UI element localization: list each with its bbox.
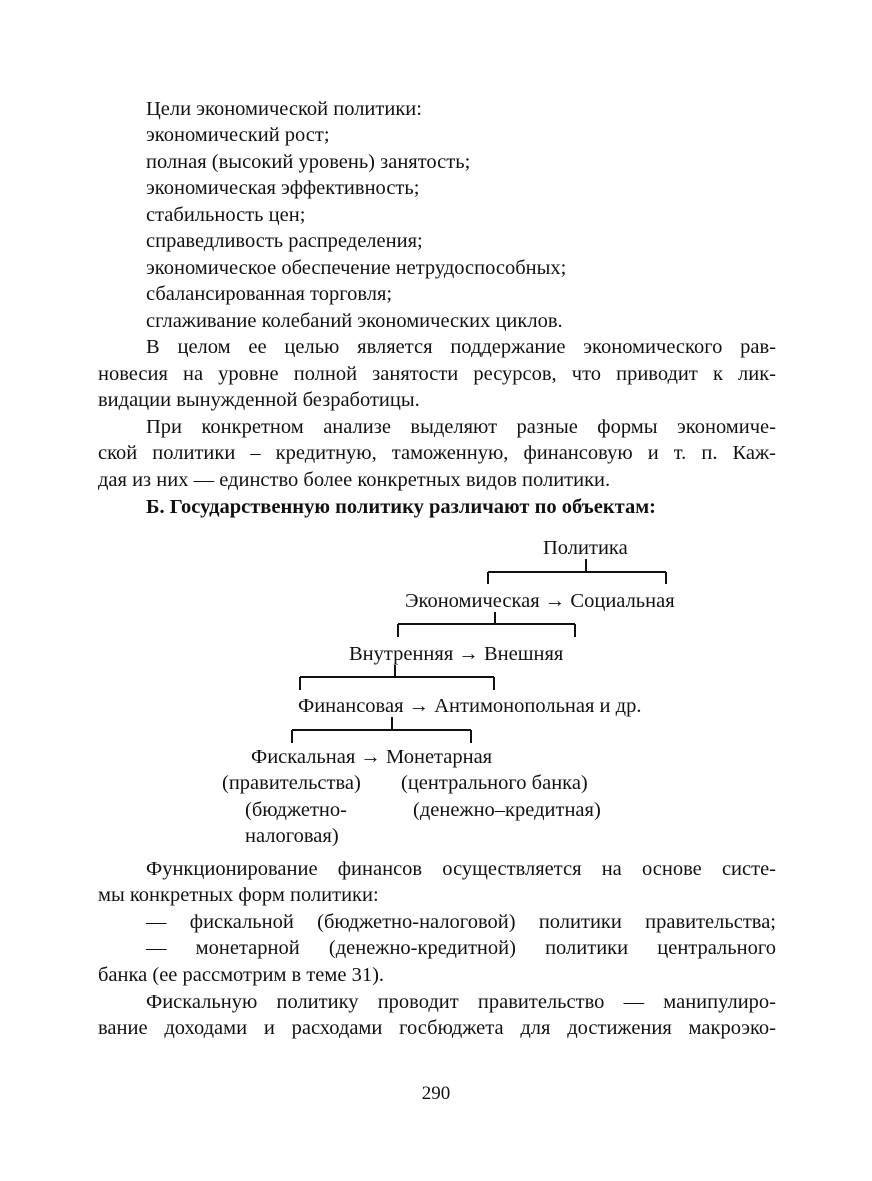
paragraph-line: В целом ее целью является поддержание экономического рав- bbox=[146, 336, 776, 358]
diagram-monetary-type: (денежно–кредитная) bbox=[413, 799, 601, 821]
diagram-node-root: Политика bbox=[543, 537, 628, 559]
goal-item: полная (высокий уровень) занятость; bbox=[146, 151, 471, 173]
list-item: — фискальной (бюджетно-налоговой) политики правительства; bbox=[146, 911, 776, 933]
paragraph-line: видации вынужденной безработицы. bbox=[98, 389, 420, 411]
paragraph-line: дая из них — единство более конкретных видов политики. bbox=[98, 469, 611, 491]
paragraph-line: ской политики – кредитную, таможенную, финансовую и т. п. Каж- bbox=[98, 442, 776, 464]
diagram-fiscal-type: (бюджетно- bbox=[245, 799, 347, 821]
paragraph-line: вание доходами и расходами госбюджета для достижения макроэко- bbox=[98, 1017, 776, 1039]
paragraph-line: Функционирование финансов осуществляется на основе систе- bbox=[146, 858, 776, 880]
goal-item: сглаживание колебаний экономических циклов. bbox=[146, 310, 563, 332]
paragraph-line: При конкретном анализе выделяют разные формы экономиче- bbox=[146, 416, 776, 438]
paragraph-line: новесия на уровне полной занятости ресурсов, что приводит к лик- bbox=[98, 363, 776, 385]
goal-item: экономический рост; bbox=[146, 124, 330, 146]
section-heading: Б. Государственную политику различают по объектам: bbox=[146, 496, 656, 518]
goals-heading: Цели экономической политики: bbox=[146, 98, 422, 120]
diagram-node-level4: Фискальная → Монетарная bbox=[251, 746, 493, 768]
diagram-node-level3: Финансовая → Антимонопольная и др. bbox=[298, 695, 642, 717]
list-item: банка (ее рассмотрим в теме 31). bbox=[98, 964, 385, 986]
diagram-node-level2: Внутренняя → Внешняя bbox=[349, 643, 564, 665]
goal-item: стабильность цен; bbox=[146, 204, 306, 226]
goal-item: экономическая эффективность; bbox=[146, 177, 420, 199]
diagram-fiscal-type: налоговая) bbox=[245, 825, 339, 847]
diagram-monetary-who: (центрального банка) bbox=[401, 772, 588, 794]
page-number: 290 bbox=[421, 1083, 451, 1104]
paragraph-line: Фискальную политику проводит правительство — манипулиро- bbox=[146, 991, 776, 1013]
goal-item: справедливость распределения; bbox=[146, 230, 423, 252]
goal-item: экономическое обеспечение нетрудоспособных; bbox=[146, 257, 567, 279]
paragraph-line: мы конкретных форм политики: bbox=[98, 884, 379, 906]
list-item: — монетарной (денежно-кредитной) политики центрального bbox=[146, 937, 776, 959]
diagram-node-level1: Экономическая → Социальная bbox=[405, 590, 675, 612]
diagram-fiscal-who: (правительства) bbox=[222, 772, 361, 794]
goal-item: сбалансированная торговля; bbox=[146, 283, 393, 305]
